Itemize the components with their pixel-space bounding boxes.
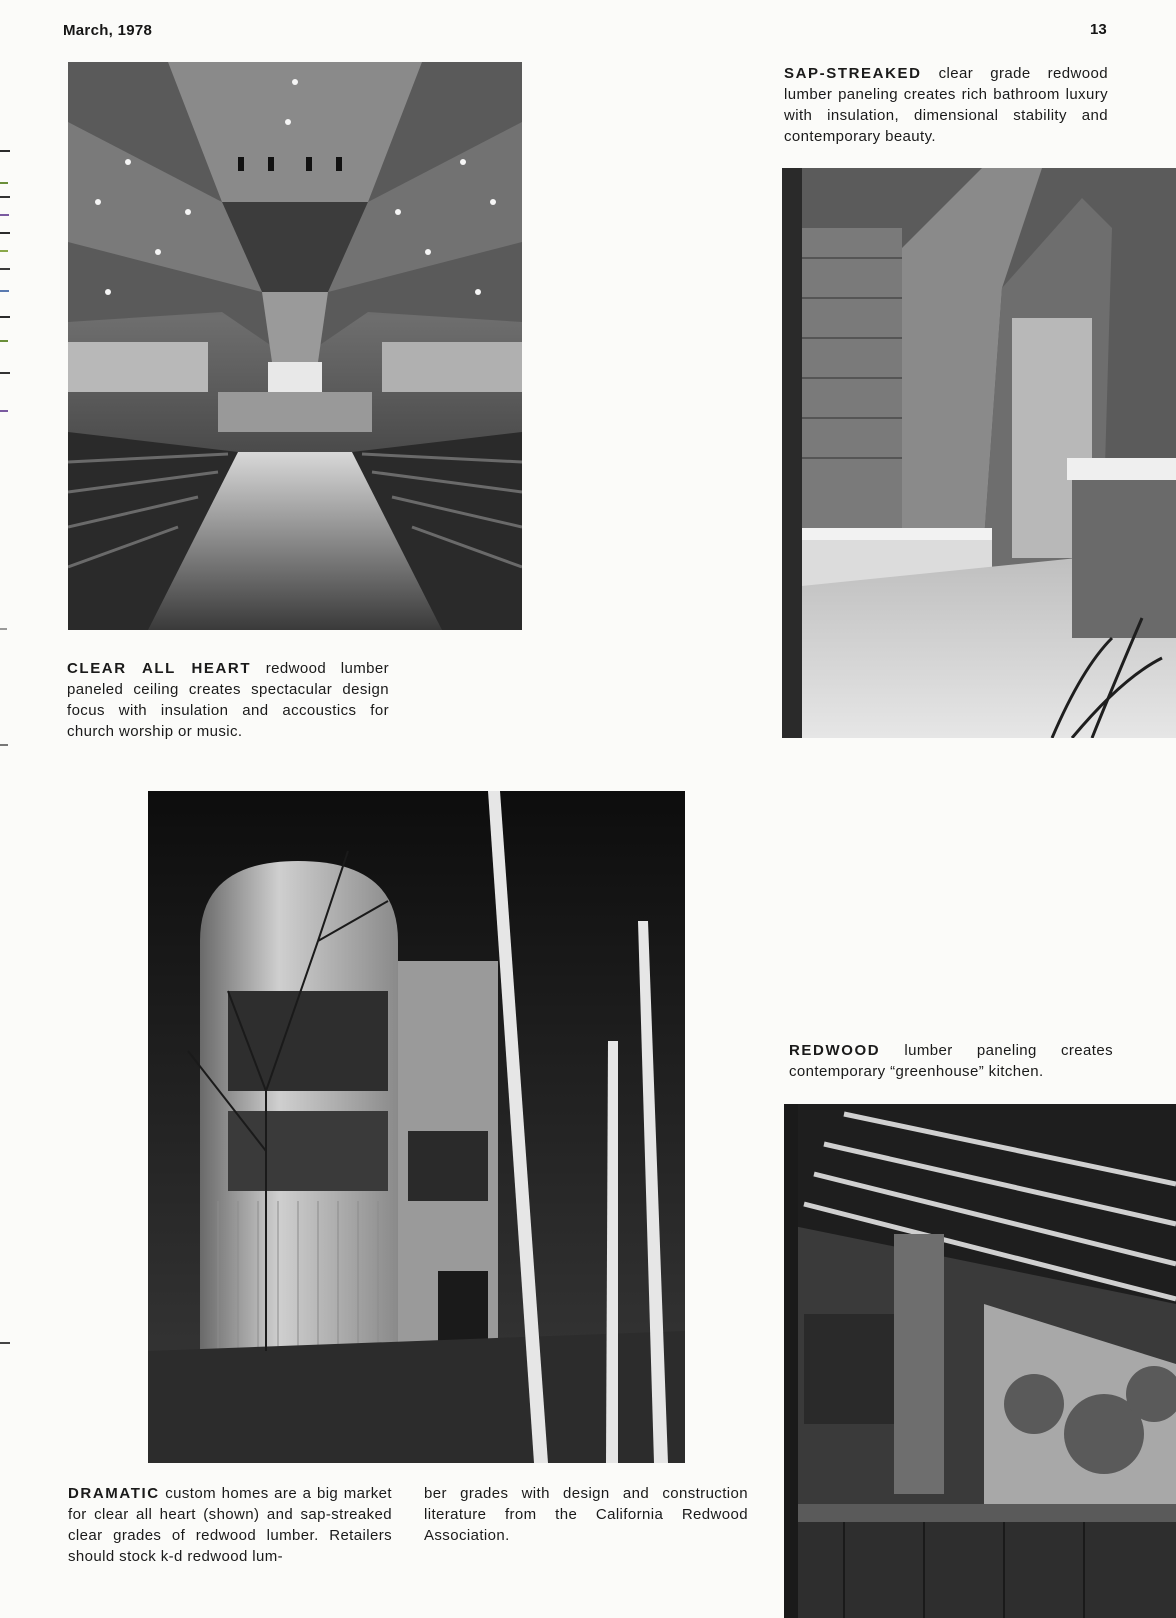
bathroom-caption-text: clear grade redwood lumber paneling creates rich bathroom luxury with insulation, dimensional stability and contemporary beauty. [784,65,1108,145]
house-caption-text-col1: custom homes are a big market for clear all heart (shown) and sap-streaked clear grades of redwood lumber. Retailers should stock k-d redwood lum- [68,1485,392,1565]
round-house-photo [148,791,685,1463]
church-caption-text: redwood lumber paneled ceiling creates spectacular design focus with insulation and accoustics for church worship or music. [67,660,389,740]
house-caption-col2 [424,1483,748,1546]
church-caption-lead: CLEAR ALL HEART [67,660,252,677]
church-caption [67,658,389,742]
bathroom-photo [782,168,1176,738]
page-edge-marks [0,0,12,1618]
church-interior-photo [68,62,522,630]
bathroom-caption-lead: SAP-STREAKED [784,65,922,82]
greenhouse-kitchen-photo [784,1104,1176,1618]
page-number: 13 [1090,21,1107,38]
house-caption-text-col2: ber grades with design and construction literature from the California Redwood Association. [424,1485,748,1544]
kitchen-caption-lead: REDWOOD [789,1042,881,1059]
kitchen-caption-text: lumber paneling creates contemporary “greenhouse” kitchen. [789,1042,1113,1080]
house-caption-col1 [68,1483,392,1567]
bathroom-caption [784,63,1108,147]
house-caption-lead: DRAMATIC [68,1485,160,1502]
kitchen-caption [789,1040,1113,1082]
header-date: March, 1978 [63,22,153,39]
